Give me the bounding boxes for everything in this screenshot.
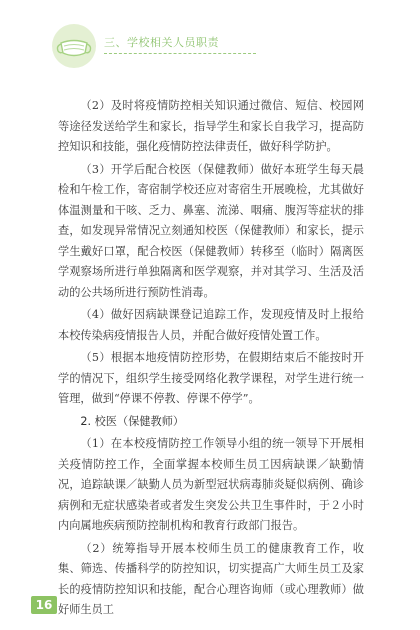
- section-divider: [104, 53, 256, 54]
- section-title: 三、学校相关人员职责: [104, 36, 219, 49]
- subheading: 2. 校医（保健教师）: [80, 414, 185, 428]
- page-number: 16: [31, 596, 57, 614]
- paragraph: （1）在本校疫情防控工作领导小组的统一领导下开展相关疫情防控工作，全面掌握本校师生员工因病缺课／缺勤情况，追踪缺课／缺勤人员为新型冠状病毒肺炎疑似病例、确诊病例和无症状感染者或者发生突发公共卫生事件时，于２小时内向属地疾病预防控制机构和教育行政部门报告。: [58, 437, 364, 532]
- paragraph: （2）及时将疫情防控相关知识通过微信、短信、校园网等途径发送给学生和家长，指导学生和家长自我学习，提高防控知识和技能，强化疫情防控法律责任，做好科学防护。: [58, 99, 364, 153]
- face-mask-icon: [52, 24, 96, 68]
- page-body: [58, 96, 364, 623]
- page-header: [0, 0, 420, 80]
- paragraph: （3）开学后配合校医（保健教师）做好本班学生每天晨检和午检工作，寄宿制学校还应对寄宿生开展晚检，尤其做好体温测量和干咳、乏力、鼻塞、流涕、咽痛、腹泻等症状的排查，如发现异常情况立刻通知校医（保健教师）和家长，提示学生戴好口罩，配合校医（保健教师）转移至（临时）隔离医学观察场所进行单独隔离和医学观察，并对其学习、生活及活动的公共场所进行预防性消毒。: [58, 162, 364, 299]
- paragraph: （4）做好因病缺课登记追踪工作，发现疫情及时上报给本校传染病疫情报告人员，并配合做好疫情处置工作。: [58, 308, 364, 342]
- paragraph: （2）统筹指导开展本校师生员工的健康教育工作，收集、筛选、传播科学的防控知识，切实提高广大师生员工及家长的疫情防控知识和技能，配合心理咨询师（或心理教师）做好师生员工: [58, 541, 364, 616]
- paragraph: （5）根据本地疫情防控形势，在假期结束后不能按时开学的情况下，组织学生接受网络化教学课程，对学生进行统一管理，做到“停课不停教、停课不停学”。: [58, 351, 364, 405]
